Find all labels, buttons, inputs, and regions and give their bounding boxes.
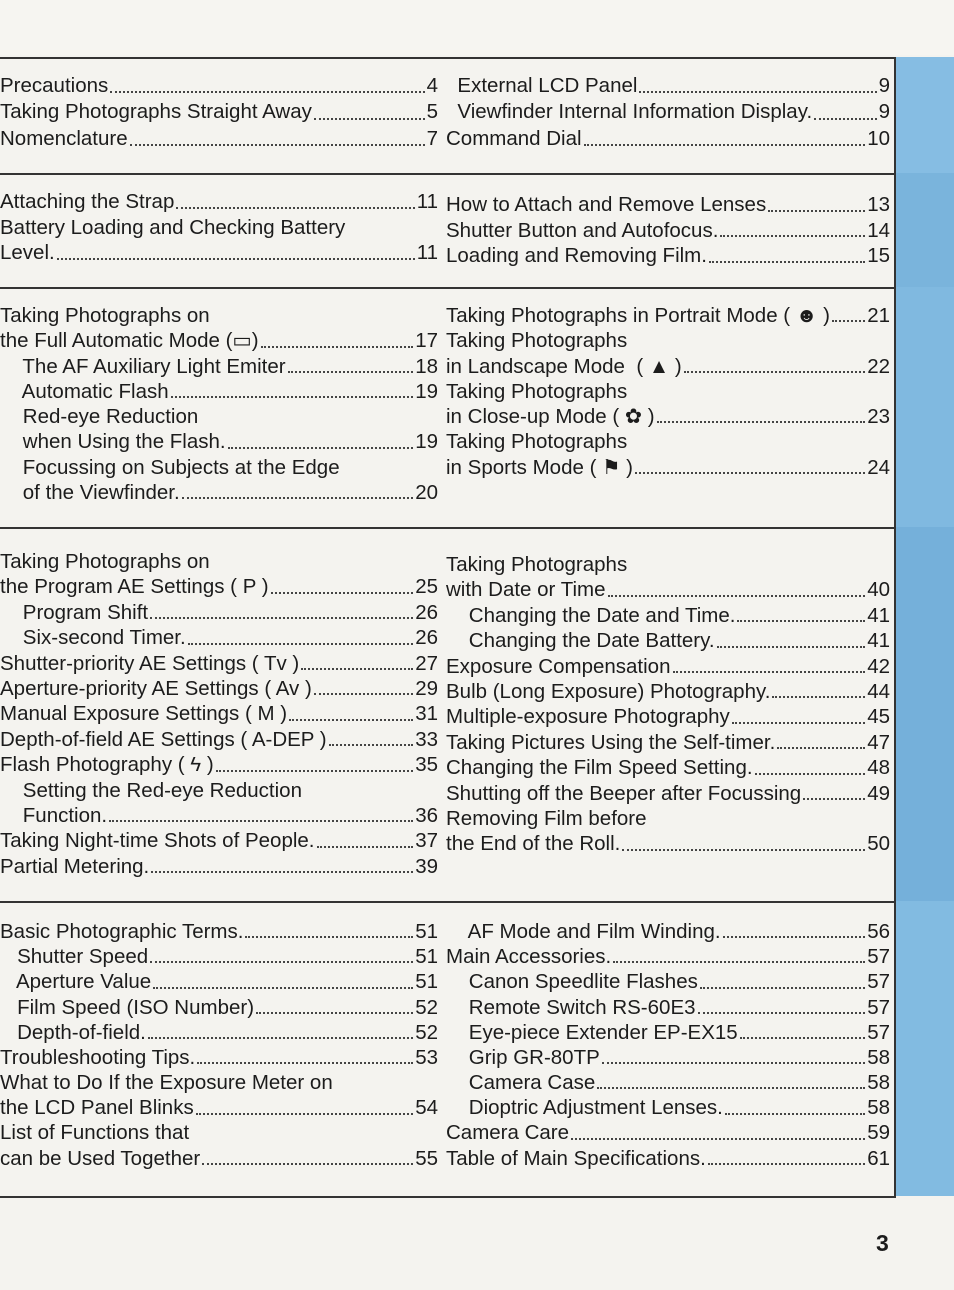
toc-entry[interactable]: [446, 704, 890, 729]
toc-entry[interactable]: [0, 828, 438, 853]
dot-leader: [755, 773, 866, 775]
toc-entry[interactable]: [0, 727, 438, 752]
dot-leader: [314, 693, 413, 695]
toc-entry[interactable]: [446, 755, 890, 780]
toc-entry[interactable]: [446, 730, 890, 755]
dot-leader: [150, 617, 413, 619]
toc-entry[interactable]: [446, 218, 890, 244]
dot-leader: [772, 696, 865, 698]
toc-entry-title: Taking Photographs on: [0, 304, 210, 327]
toc-entry-page: 29: [415, 676, 438, 700]
dot-leader: [698, 1012, 866, 1014]
toc-entry-title: What to Do If the Exposure Meter on: [0, 1071, 333, 1095]
toc-entry-page: 31: [415, 702, 438, 726]
dot-leader: [673, 671, 866, 673]
toc-entry-page: 5: [426, 100, 438, 124]
toc-column-right: [446, 919, 890, 1171]
toc-entry-page: 27: [415, 651, 438, 675]
toc-entry-title: Taking Photographs on: [0, 549, 210, 573]
toc-entry-title: Removing Film before: [446, 806, 647, 830]
dot-leader: [314, 118, 425, 120]
toc-entry-title: Taking Photographs: [446, 430, 628, 454]
toc-entry-page: 51: [415, 945, 438, 969]
toc-entry-title: Red-eye Reduction: [0, 405, 199, 429]
toc-entry-page: 42: [867, 654, 890, 678]
toc-entry[interactable]: [0, 1020, 438, 1045]
toc-entry[interactable]: [0, 328, 438, 353]
toc-entry-title: Shutting off the Beeper after Focussing: [446, 781, 802, 805]
section-tab-marker: [896, 173, 954, 287]
toc-column-right: [446, 552, 890, 857]
dot-leader: [150, 961, 413, 963]
dot-leader: [197, 1062, 413, 1064]
dot-leader: [709, 261, 865, 263]
toc-entry[interactable]: [0, 574, 438, 599]
toc-entry-title: Film Speed (ISO Number): [0, 995, 255, 1019]
dot-leader: [684, 371, 866, 373]
toc-entry-page: 54: [415, 1096, 438, 1120]
toc-entry-title: Remote Switch RS-60E3: [446, 995, 696, 1019]
toc-entry[interactable]: [446, 806, 890, 831]
toc-entry-title: Taking Pictures Using the Self-timer.: [446, 730, 776, 754]
toc-entry-page: 61: [867, 1146, 890, 1170]
toc-entry[interactable]: [0, 480, 438, 505]
toc-entry-title: Precautions: [0, 73, 109, 97]
toc-entry-title: Viewfinder Internal Information Display.: [446, 100, 813, 124]
dot-leader: [720, 235, 865, 237]
toc-entry-title: Function.: [0, 803, 108, 827]
toc-entry[interactable]: [0, 1146, 438, 1171]
toc-column-left: [0, 919, 438, 1171]
toc-entry[interactable]: [0, 1121, 438, 1146]
toc-entry-page: 10: [867, 126, 890, 150]
toc-entry-page: 52: [415, 995, 438, 1019]
toc-entry-title: Exposure Compensation: [446, 654, 671, 678]
dot-leader: [130, 144, 425, 146]
toc-entry[interactable]: [446, 603, 890, 628]
toc-entry[interactable]: [446, 628, 890, 653]
dot-leader: [245, 936, 413, 938]
toc-entry-page: 48: [867, 756, 890, 780]
dot-leader: [256, 1012, 413, 1014]
dot-leader: [171, 396, 414, 398]
dot-leader: [700, 987, 865, 989]
toc-section: [0, 173, 896, 287]
toc-entry-title: Changing the Date and Time.: [446, 603, 736, 627]
toc-entry-title: Changing the Date Battery.: [446, 629, 715, 653]
toc-entry[interactable]: [446, 328, 890, 353]
toc-entry-page: 7: [426, 126, 438, 150]
toc-entry-page: 21: [867, 304, 890, 327]
section-tab-marker: [896, 57, 954, 173]
toc-entry-title: Depth-of-field.: [0, 1020, 146, 1044]
dot-leader: [740, 1037, 865, 1039]
toc-entry-title: Main Accessories.: [446, 945, 612, 969]
toc-entry-title: Canon Speedlite Flashes: [446, 970, 698, 994]
toc-entry-title: can be Used Together: [0, 1146, 201, 1170]
toc-entry-page: 35: [415, 753, 438, 777]
toc-entry[interactable]: [0, 919, 438, 944]
dot-leader: [261, 346, 414, 348]
toc-entry[interactable]: [0, 379, 438, 404]
toc-column-right: [446, 303, 890, 480]
toc-entry[interactable]: [446, 99, 890, 125]
section-tab-marker: [896, 287, 954, 527]
toc-entry-page: 57: [867, 970, 890, 994]
toc-entry-page: 11: [416, 190, 438, 213]
toc-entry-title: Flash Photography ( ϟ ): [0, 753, 214, 777]
toc-entry[interactable]: [446, 429, 890, 454]
toc-entry-page: 20: [415, 481, 438, 505]
toc-entry[interactable]: [446, 1146, 890, 1171]
dot-leader: [228, 447, 414, 449]
dot-leader: [608, 595, 866, 597]
toc-entry[interactable]: [0, 944, 438, 969]
toc-entry-title: Program Shift: [0, 600, 149, 624]
toc-entry[interactable]: [446, 654, 890, 679]
toc-entry-title: How to Attach and Remove Lenses: [446, 193, 767, 216]
toc-entry[interactable]: [0, 1045, 438, 1070]
toc-entry-page: 24: [867, 455, 890, 479]
toc-entry-title: Focussing on Subjects at the Edge: [0, 455, 340, 479]
toc-entry[interactable]: [446, 303, 890, 328]
toc-entry-title: Shutter Button and Autofocus.: [446, 218, 719, 242]
toc-entry-page: 23: [867, 405, 890, 429]
toc-entry-title: Grip GR-80TP: [446, 1045, 600, 1069]
toc-entry[interactable]: [0, 1095, 438, 1120]
toc-entry-title: The AF Auxiliary Light Emiter: [0, 354, 286, 378]
toc-entry-page: 33: [415, 727, 438, 751]
toc-entry[interactable]: [446, 944, 890, 969]
section-tab-marker: [896, 901, 954, 1196]
toc-bottom-rule: [0, 1196, 896, 1198]
dot-leader: [176, 207, 414, 209]
dot-leader: [613, 961, 865, 963]
toc-entry-page: 19: [415, 430, 438, 454]
toc-entry[interactable]: [0, 126, 438, 152]
toc-entry-title: Camera Care: [446, 1121, 570, 1145]
toc-entry-title: Taking Photographs: [446, 329, 628, 353]
toc-entry[interactable]: [446, 969, 890, 994]
toc-entry[interactable]: [446, 455, 890, 480]
dot-leader: [768, 210, 865, 212]
dot-leader: [289, 719, 413, 721]
dot-leader: [814, 118, 876, 120]
dot-leader: [329, 744, 414, 746]
toc-entry[interactable]: [0, 995, 438, 1020]
toc-column-left: [0, 549, 438, 879]
toc-entry[interactable]: [0, 215, 438, 241]
toc-entry-page: 11: [416, 241, 438, 264]
toc-entry-page: 56: [867, 919, 890, 943]
toc-entry[interactable]: [0, 404, 438, 429]
toc-entry-title: External LCD Panel: [446, 73, 638, 97]
toc-entry[interactable]: [446, 1121, 890, 1146]
toc-entry[interactable]: [446, 354, 890, 379]
toc-entry[interactable]: [446, 995, 890, 1020]
dot-leader: [110, 91, 424, 93]
toc-entry-title: Changing the Film Speed Setting.: [446, 756, 753, 780]
dot-leader: [188, 643, 413, 645]
toc-entry-title: Battery Loading and Checking Battery: [0, 215, 346, 239]
toc-entry-title: Setting the Red-eye Reduction: [0, 778, 302, 802]
toc-entry-title: Loading and Removing Film.: [446, 244, 707, 267]
toc-entry[interactable]: [446, 126, 890, 152]
toc-entry-title: in Close-up Mode ( ✿ ): [446, 405, 655, 429]
toc-entry-page: 53: [415, 1045, 438, 1069]
toc-entry-title: Aperture-priority AE Settings ( Av ): [0, 676, 312, 700]
toc-entry-page: 18: [415, 354, 438, 378]
toc-entry[interactable]: [0, 1070, 438, 1095]
dot-leader: [109, 820, 413, 822]
toc-entry[interactable]: [0, 651, 438, 676]
toc-entry-page: 44: [867, 679, 890, 703]
toc-column-right: [446, 73, 890, 152]
toc-entry-title: the Program AE Settings ( P ): [0, 575, 269, 599]
dot-leader: [602, 1062, 865, 1064]
toc-entry-title: Camera Case: [446, 1071, 596, 1095]
dot-leader: [216, 770, 414, 772]
toc-column-right: [446, 192, 890, 269]
dot-leader: [708, 1163, 865, 1165]
toc-entry-page: 49: [867, 781, 890, 805]
toc-entry-title: when Using the Flash.: [0, 430, 226, 454]
toc-entry[interactable]: [446, 192, 890, 218]
dot-leader: [639, 91, 876, 93]
toc-entry[interactable]: [0, 303, 438, 328]
toc-entry[interactable]: [0, 778, 438, 803]
toc-entry-title: Taking Photographs: [446, 379, 628, 403]
toc-entry-title: Depth-of-field AE Settings ( A-DEP ): [0, 727, 327, 751]
toc-entry-page: 25: [415, 575, 438, 599]
toc-entry-title: Level.: [0, 241, 55, 264]
toc-entry-page: 55: [415, 1146, 438, 1170]
dot-leader: [148, 1037, 413, 1039]
toc-section: [0, 527, 896, 901]
toc-entry-page: 51: [415, 970, 438, 994]
dot-leader: [635, 472, 865, 474]
toc-entry[interactable]: [0, 429, 438, 454]
toc-entry-page: 47: [867, 730, 890, 754]
toc-entry-title: Taking Photographs: [446, 552, 628, 576]
toc-entry[interactable]: [446, 404, 890, 429]
toc-entry[interactable]: [446, 243, 890, 269]
toc-entry-title: Nomenclature: [0, 126, 128, 150]
toc-entry-page: 57: [867, 1020, 890, 1044]
dot-leader: [57, 258, 415, 260]
toc-entry-page: 37: [415, 829, 438, 853]
toc-entry-title: List of Functions that: [0, 1121, 190, 1145]
dot-leader: [597, 1087, 865, 1089]
toc-entry-page: 9: [878, 100, 890, 124]
toc-entry-page: 4: [426, 73, 438, 97]
toc-entry[interactable]: [446, 831, 890, 856]
toc-entry[interactable]: [0, 854, 438, 879]
section-tab-marker: [896, 527, 954, 901]
toc-entry[interactable]: [0, 625, 438, 650]
toc-entry-title: Table of Main Specifications.: [446, 1146, 706, 1170]
toc-entry-title: Bulb (Long Exposure) Photography.: [446, 679, 771, 703]
toc-entry-title: Attaching the Strap: [0, 190, 175, 213]
toc-entry-page: 51: [415, 919, 438, 943]
dot-leader: [153, 987, 413, 989]
toc-section: [0, 901, 896, 1196]
dot-leader: [182, 497, 414, 499]
toc-entry[interactable]: [0, 455, 438, 480]
toc-entry-title: Automatic Flash: [0, 379, 169, 403]
toc-entry-page: 41: [867, 629, 890, 653]
toc-column-left: [0, 189, 438, 266]
toc-entry-title: Taking Photographs Straight Away: [0, 100, 312, 124]
toc-entry[interactable]: [0, 354, 438, 379]
toc-entry[interactable]: [446, 1070, 890, 1095]
dot-leader: [717, 646, 866, 648]
toc-entry-page: 36: [415, 803, 438, 827]
toc-entry[interactable]: [446, 379, 890, 404]
toc-entry[interactable]: [446, 1045, 890, 1070]
toc-entry-title: Shutter-priority AE Settings ( Tv ): [0, 651, 300, 675]
toc-entry-page: 57: [867, 995, 890, 1019]
toc-entry[interactable]: [446, 1020, 890, 1045]
toc-entry[interactable]: [0, 549, 438, 574]
toc-section: [0, 57, 896, 173]
toc-entry-page: 14: [867, 218, 890, 242]
toc-entry-page: 45: [867, 705, 890, 729]
toc-column-left: [0, 73, 438, 152]
toc-entry-page: 26: [415, 600, 438, 624]
dot-leader: [317, 846, 414, 848]
dot-leader: [657, 421, 866, 423]
toc-entry-title: Aperture Value: [0, 970, 152, 994]
toc-entry-title: in Landscape Mode ( ▲ ): [446, 354, 682, 378]
toc-entry-page: 13: [867, 193, 890, 216]
toc-entry-page: 39: [415, 854, 438, 878]
dot-leader: [301, 668, 413, 670]
toc-entry-title: Eye-piece Extender EP-EX15: [446, 1020, 738, 1044]
toc-entry-page: 15: [867, 244, 890, 267]
toc-entry[interactable]: [0, 240, 438, 266]
dot-leader: [584, 144, 866, 146]
toc-entry-title: Six-second Timer.: [0, 626, 186, 650]
dot-leader: [271, 592, 414, 594]
toc-entry-title: the Full Automatic Mode (▭): [0, 329, 259, 353]
toc-entry-page: 9: [878, 73, 890, 97]
page-number: 3: [876, 1230, 889, 1256]
toc-entry[interactable]: [446, 919, 890, 944]
dot-leader: [732, 722, 865, 724]
toc-entry-page: 17: [415, 329, 438, 353]
toc-entry-page: 52: [415, 1020, 438, 1044]
toc-entry[interactable]: [446, 781, 890, 806]
dot-leader: [737, 620, 865, 622]
toc-entry-page: 58: [867, 1096, 890, 1120]
toc-entry[interactable]: [0, 600, 438, 625]
toc-entry[interactable]: [446, 577, 890, 602]
toc-entry[interactable]: [446, 552, 890, 577]
toc-entry-page: 19: [415, 379, 438, 403]
dot-leader: [725, 1113, 865, 1115]
toc-entry-title: Partial Metering.: [0, 854, 150, 878]
toc-entry-title: Troubleshooting Tips.: [0, 1045, 196, 1069]
toc-entry-title: Multiple-exposure Photography: [446, 705, 730, 729]
dot-leader: [622, 849, 865, 851]
toc-entry[interactable]: [446, 73, 890, 99]
dot-leader: [202, 1163, 413, 1165]
toc-entry-page: 41: [867, 603, 890, 627]
toc-entry-title: in Sports Mode ( ⚑ ): [446, 455, 633, 479]
dot-leader: [571, 1138, 865, 1140]
toc-entry[interactable]: [0, 701, 438, 726]
toc-entry-title: the LCD Panel Blinks: [0, 1096, 194, 1120]
toc-entry-title: of the Viewfinder.: [0, 481, 180, 505]
toc-entry-page: 50: [867, 832, 890, 856]
toc-entry-page: 58: [867, 1045, 890, 1069]
dot-leader: [196, 1113, 413, 1115]
dot-leader: [803, 798, 865, 800]
toc-entry-page: 22: [867, 354, 890, 378]
toc-section: [0, 287, 896, 527]
toc-entry[interactable]: [0, 99, 438, 125]
toc-entry-title: the End of the Roll.: [446, 832, 621, 856]
toc-entry[interactable]: [0, 189, 438, 215]
toc-entry[interactable]: [0, 676, 438, 701]
toc-entry-title: AF Mode and Film Winding.: [446, 919, 721, 943]
toc-entry[interactable]: [446, 1095, 890, 1120]
toc-entry[interactable]: [0, 752, 438, 777]
dot-leader: [777, 747, 865, 749]
toc-entry-title: with Date or Time: [446, 578, 606, 602]
toc-entry[interactable]: [0, 803, 438, 828]
dot-leader: [723, 936, 866, 938]
dot-leader: [288, 371, 414, 373]
toc-entry-title: Taking Photographs in Portrait Mode ( ☻ ): [446, 304, 830, 327]
toc-entry-page: 26: [415, 626, 438, 650]
toc-entry-title: Shutter Speed: [0, 945, 149, 969]
toc-entry-page: 40: [867, 578, 890, 602]
toc-entry-page: 57: [867, 945, 890, 969]
dot-leader: [832, 320, 865, 322]
toc-entry[interactable]: [446, 679, 890, 704]
toc-entry-page: 59: [867, 1121, 890, 1145]
toc-column-left: [0, 303, 438, 505]
toc-entry-title: Command Dial: [446, 126, 582, 150]
toc-entry-page: 58: [867, 1071, 890, 1095]
dot-leader: [151, 871, 413, 873]
toc-entry-title: Manual Exposure Settings ( M ): [0, 702, 288, 726]
toc-entry[interactable]: [0, 73, 438, 99]
toc-entry-title: Basic Photographic Terms.: [0, 919, 244, 943]
toc-entry-title: Dioptric Adjustment Lenses.: [446, 1096, 723, 1120]
toc-entry-title: Taking Night-time Shots of People.: [0, 829, 315, 853]
toc-entry[interactable]: [0, 969, 438, 994]
